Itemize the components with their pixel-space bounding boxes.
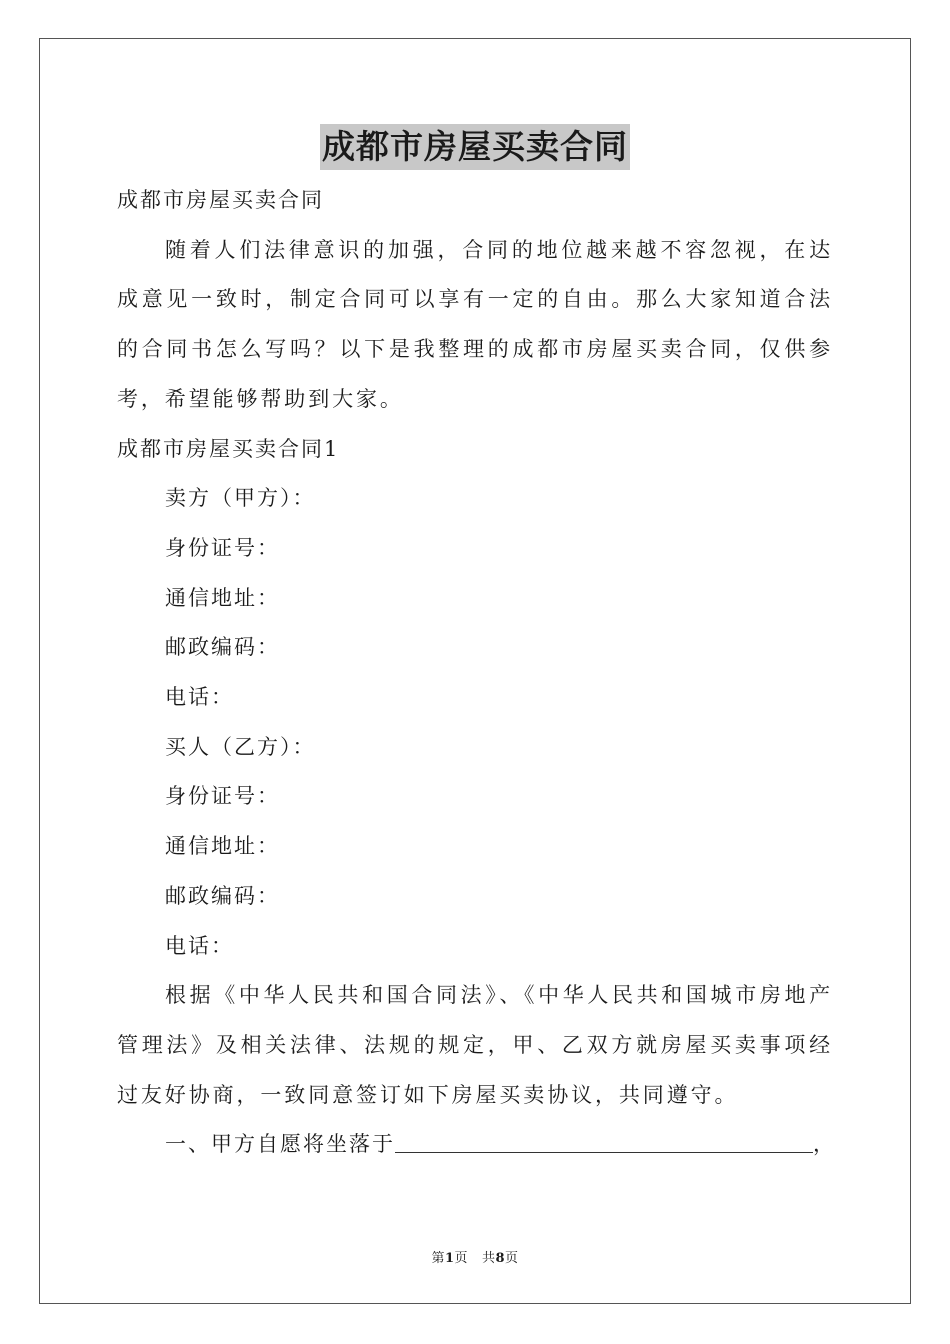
document-body [117, 176, 836, 1170]
seller-address-field: 通信地址： [165, 585, 280, 610]
buyer-phone-field: 电话： [165, 933, 234, 958]
page-footer [0, 1247, 950, 1266]
seller-postcode-field: 邮政编码： [165, 635, 280, 660]
clause-one-comma: ， [813, 1132, 836, 1157]
document-subtitle: 成都市房屋买卖合同 [117, 188, 324, 212]
clause-one-text: 一、甲方自愿将坐落于 [165, 1132, 395, 1157]
basis-paragraph: 根据《中华人民共和国合同法》、《中华人民共和国城市房地产管理法》及相关法律、法规的规定，甲、乙双方就房屋买卖事项经过友好协商，一致同意签订如下房屋买卖协议，共同遵守。 [117, 983, 833, 1107]
total-prefix: 共 [481, 1251, 496, 1266]
document-title: 成都市房屋买卖合同 [320, 124, 630, 170]
title-container [0, 124, 950, 170]
buyer-label: 买人（乙方）： [165, 734, 316, 759]
location-blank-line [395, 1130, 813, 1153]
total-pages: 8 [495, 1251, 506, 1266]
section-heading: 成都市房屋买卖合同1 [117, 436, 340, 461]
clause-one [117, 1120, 836, 1170]
seller-phone-field: 电话： [165, 685, 234, 710]
page-number: 1 [444, 1251, 455, 1266]
buyer-address-field: 通信地址： [165, 834, 280, 859]
total-suffix: 页 [505, 1251, 519, 1266]
buyer-id-field: 身份证号： [165, 784, 280, 809]
page-prefix: 第 [431, 1251, 445, 1266]
seller-id-field: 身份证号： [165, 535, 280, 560]
buyer-postcode-field: 邮政编码： [165, 883, 280, 908]
page-suffix: 页 [454, 1251, 469, 1266]
seller-label: 卖方（甲方）： [165, 486, 316, 511]
intro-paragraph: 随着人们法律意识的加强，合同的地位越来越不容忽视，在达成意见一致时，制定合同可以享有一定的自由。那么大家知道合法的合同书怎么写吗？以下是我整理的成都市房屋买卖合同，仅供参考，希望能够帮助到大家。 [117, 237, 833, 411]
